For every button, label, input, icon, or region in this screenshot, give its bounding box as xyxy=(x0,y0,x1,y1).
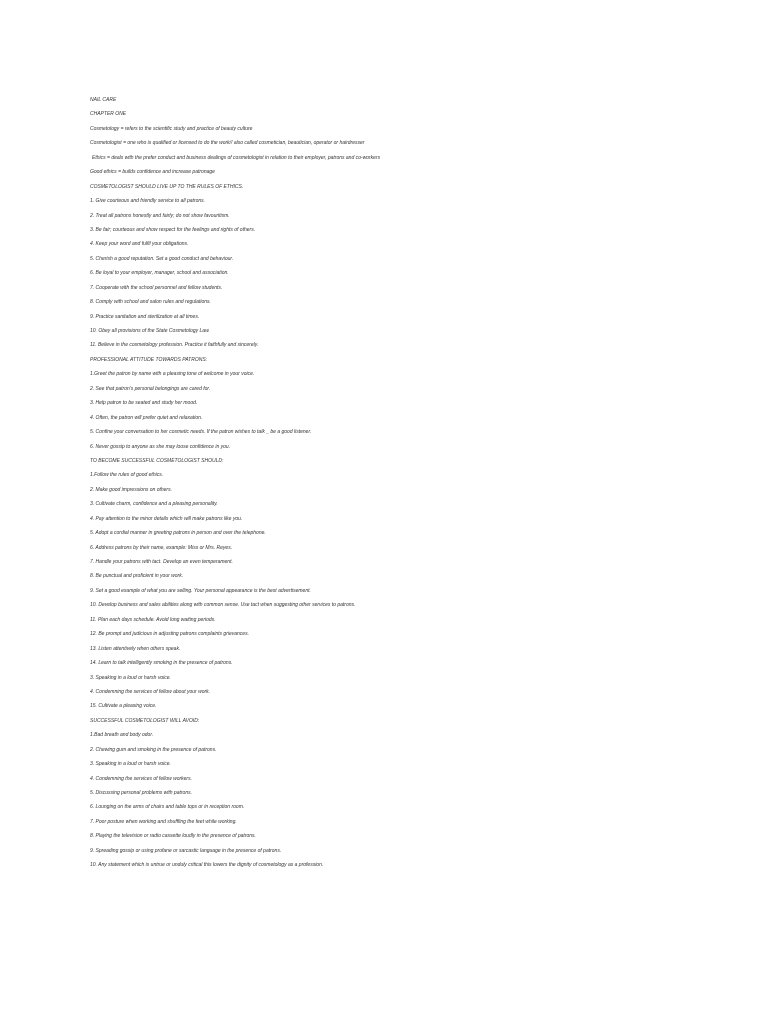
list-item: 1.Follow the rules of good ethics. xyxy=(90,472,164,479)
list-item: 2. Chewing gum and smoking in the presence of patrons. xyxy=(90,746,217,753)
list-item: 1. Give courteous and friendly service to all patrons. xyxy=(90,198,206,205)
list-item: 2. Make good impressions on others. xyxy=(90,486,172,493)
list-item: 10. Develop business and sales abilities along with common sense. Use tact when suggesting other services to patrons. xyxy=(90,602,356,609)
section-heading: TO BECOME SUCCESSFUL COSMETOLOGIST SHOULD: xyxy=(90,457,224,464)
list-item: 10. Any statement which is untrue or unduly critical this lowers the dignity of cosmetology as a profession. xyxy=(90,862,324,869)
list-item: 3. Help patron to be seated and study her mood. xyxy=(90,400,198,407)
list-item: 6. Never gossip to anyone as she may loose confidence in you. xyxy=(90,443,231,450)
section-heading: SUCCESSFUL COSMETOLOGIST WILL AVOID: xyxy=(90,717,200,724)
chapter-heading: CHAPTER ONE xyxy=(90,111,127,118)
list-item: 2. Treat all patrons honestly and fairly; do not show favouritism. xyxy=(90,212,230,219)
list-item: 5. Adopt a cordial manner in greeting patrons in person and over the telephone. xyxy=(90,530,266,537)
list-item: 13. Listen attentively when others speak. xyxy=(90,645,181,652)
list-item: 7. Poor posture when working and shuffling the feet while working. xyxy=(90,818,237,825)
list-item: 8. Playing the television or radio cassette loudly in the presence of patrons. xyxy=(90,833,256,840)
definition-line: Good ethics = builds confidence and increase patronage xyxy=(90,169,215,176)
section-heading: PROFESSIONAL ATTITUDE TOWARDS PATRONS: xyxy=(90,356,208,363)
list-item: 6. Be loyal to your employer, manager, school and association. xyxy=(90,270,229,277)
list-item: 11. Believe in the cosmetology profession. Practice it faithfully and sincerely. xyxy=(90,342,259,349)
list-item: 1.Greet the patron by name with a pleasing tone of welcome in your voice. xyxy=(90,371,255,378)
list-item: 4. Keep your word and fulfil your obligations. xyxy=(90,241,189,248)
document-body xyxy=(90,97,730,877)
list-item: 14. Learn to talk intelligently smoking in the presence of patrons. xyxy=(90,660,233,667)
definition-line: Cosmetology = refers to the scientific study and practice of beauty culture xyxy=(90,125,253,132)
list-item: 5. Confine your conversation to her cosmetic needs. If the patron wishes to talk _ be a good listener. xyxy=(90,429,312,436)
list-item: 5. Cherish a good reputation. Set a good conduct and behaviour. xyxy=(90,255,234,262)
list-item: 1.Bad breath and body odor. xyxy=(90,732,154,739)
doc-title: NAIL CARE xyxy=(90,97,117,103)
list-item: 7. Cooperate with the school personnel and fellow students. xyxy=(90,284,223,291)
list-item: 4. Pay attention to the minor details which will make patrons like you. xyxy=(90,515,243,522)
list-item: 12. Be prompt and judicious in adjusting patrons complaints grievances. xyxy=(90,631,249,638)
list-item: 5. Discussing personal problems with patrons. xyxy=(90,790,192,796)
list-item: 9. Spreading gossip or using profane or sarcastic language in the presence of patrons. xyxy=(90,847,282,854)
list-item: 8. Be punctual and proficient in your work. xyxy=(90,573,184,580)
list-item: 4. Condemning the services of fellow about your work. xyxy=(90,688,211,695)
list-item: 6. Address patrons by their name, example: Miss or Mrs. Reyes. xyxy=(90,544,233,551)
list-item: 6. Lounging on the arms of chairs and table tops or in reception room. xyxy=(90,804,245,811)
list-item: 2. See that patron's personal belongings are cared for. xyxy=(90,385,211,392)
list-item: 3. Speaking in a loud or harsh voice. xyxy=(90,674,171,681)
list-item: 10. Obey all provisions of the State Cosmetology Law. xyxy=(90,328,210,334)
definition-line: Cosmetologist = one who is qualified or licensed to do the work// also called cosmetician, beautician, operator or hairdresser xyxy=(90,140,365,147)
list-item: 15. Cultivate a pleasing voice. xyxy=(90,703,157,710)
list-item: 7. Handle your patrons with tact. Develop an even temperament. xyxy=(90,559,233,565)
list-item: 4. Often, the patron will prefer quiet and relaxation. xyxy=(90,414,203,421)
list-item: 3. Be fair; courteous and show respect for the feelings and rights of others. xyxy=(90,226,256,233)
list-item: 11. Plan each days schedule. Avoid long waiting periods. xyxy=(90,616,216,623)
list-item: 8. Comply with school and salon rules and regulations. xyxy=(90,299,211,306)
list-item: 9. Set a good example of what you are selling. Your personal appearance is the best advertisement. xyxy=(90,587,311,594)
list-item: 3. Cultivate charm, confidence and a pleasing personality. xyxy=(90,501,218,508)
list-item: 4. Condemning the services of fellow workers. xyxy=(90,775,192,782)
definition-line: Ethics = deals with the prefer conduct and business dealings of cosmetologist in relation to their employer, patrons and co-workers xyxy=(92,154,381,161)
section-heading: COSMETOLOGIST SHOULD LIVE UP TO THE RULES OF ETHICS. xyxy=(90,183,244,190)
list-item: 3. Speaking in a loud or harsh voice. xyxy=(90,761,171,768)
list-item: 9. Practice sanitation and sterilization at all times. xyxy=(90,313,200,320)
